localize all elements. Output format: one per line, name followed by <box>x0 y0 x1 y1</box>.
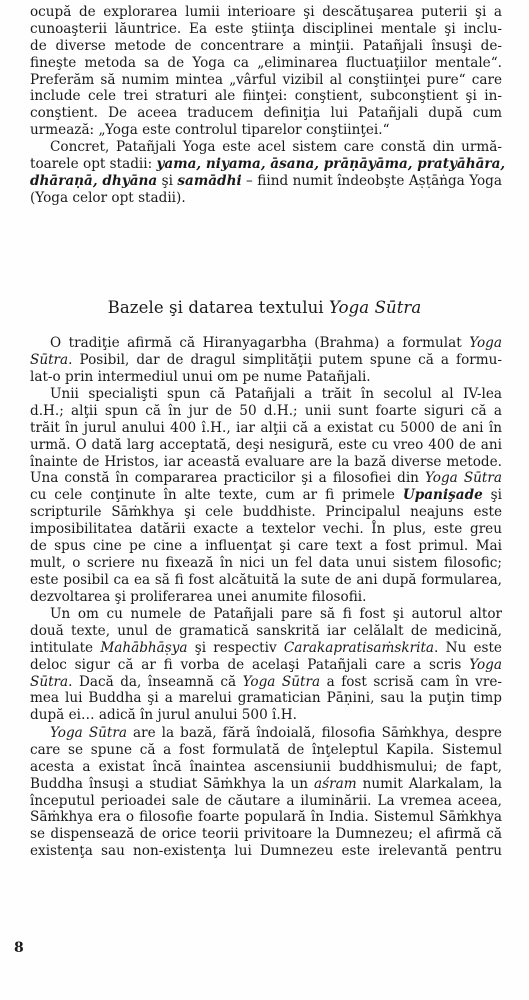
italic-run: Upanişade <box>402 487 483 504</box>
text-line: existenţa sau non-existenţa lui Dumnezeu este irelevantă pentru <box>30 843 502 860</box>
text-line: ocupă de explorarea lumii interioare şi descătuşarea puterii şi a <box>30 4 502 20</box>
text-run: O tradiţie afirmă că Hiranyagarbha (Brahma) a formulat <box>50 335 470 351</box>
text-line: dezvoltarea şi proliferarea unei anumite filosofii. <box>30 588 367 605</box>
text-run: – fiind numit îndeobşte Aṣṭāṅga Yoga <box>241 172 502 189</box>
paragraph-other-texts <box>30 606 502 724</box>
paragraph-eight-stages <box>30 139 506 207</box>
text-line <box>30 674 502 691</box>
text-run: intitulate <box>30 639 101 656</box>
stage-terms: samādhi <box>177 172 242 189</box>
italic-run: Mahābhāṣya <box>100 639 188 656</box>
section-heading <box>0 298 529 318</box>
italic-run: Yoga Sūtra <box>242 673 321 690</box>
text-line <box>30 155 506 173</box>
text-run: deloc sigur că ar fi vorba de acelaşi Patañjali care a scris <box>30 656 470 673</box>
text-line: d.H.; alţii spun că în jur de 50 d.H.; unii sunt foarte siguri că a <box>30 402 502 419</box>
text-run: cu cele conţinute în alte texte, cum ar fi primele <box>30 487 403 504</box>
text-line: de diverse metode de concentrare a minţii. Patañjali însuşi de- <box>30 37 502 54</box>
paragraph-intro <box>30 4 502 139</box>
text-line <box>30 487 502 504</box>
paragraph-tradition <box>30 335 502 386</box>
text-line: după ei… adică în jurul anului 500 î.H. <box>30 707 297 724</box>
text-line: Unii specialişti spun că Patañjali a trăit în secolul al IV-lea <box>50 386 502 402</box>
text-line <box>30 657 502 674</box>
stage-terms: yama, niyama, āsana, prāṇāyāma, pratyāhāra, <box>156 155 506 172</box>
italic-run: Sūtra <box>30 351 69 368</box>
heading-text: Bazele şi datarea textului <box>107 298 330 317</box>
italic-run: aśram <box>314 775 357 792</box>
text-line: se dispensează de orice teorii privitoare la Dumnezeu; el afirmă că <box>30 826 502 843</box>
text-line: include cele trei straturi ale fiinţei: conştient, subconştient şi in- <box>30 88 502 105</box>
text-line <box>30 335 502 352</box>
text-line: două texte, unul de gramatică sanskrită iar celălalt de medicină, <box>30 622 502 639</box>
text-line: imposibilitatea datării exacte a textelor vechi. În plus, este greu <box>30 521 502 538</box>
text-line: Concret, Patañjali Yoga este acel sistem care constă din urmă- <box>50 139 502 155</box>
paragraph-dating <box>30 386 502 606</box>
text-line: mea lui Buddha şi a marelui gramatician Pāṇini, sau la puţin timp <box>30 690 502 707</box>
text-line: cunoaşterii lăuntrice. Ea este ştiinţa disciplinei mentale şi inclu- <box>30 20 502 37</box>
text-line: mult, o scriere nu fixează în nici un fel data unui sistem filosofic; <box>30 554 502 571</box>
text-line: fineşte metoda sa de Yoga ca „eliminarea fluctuaţiilor mentale“. <box>30 54 502 71</box>
text-line <box>30 470 502 487</box>
italic-run: Yoga <box>469 335 502 351</box>
text-line: Un om cu numele de Patañjali pare să fi fost şi autorul altor <box>50 606 502 622</box>
text-line <box>30 640 502 657</box>
text-line: care se spune că a fost formulată de înţeleptul Kapila. Sistemul <box>30 741 502 758</box>
text-line: trăit în jurul anului 400 î.H., iar alţii că a existat cu 5000 de ani în <box>30 419 502 436</box>
italic-run: Yoga Sūtra <box>50 725 127 741</box>
text-run: a fost scrisă cam în vre- <box>320 673 502 690</box>
text-line <box>30 173 502 190</box>
heading-italic-text: Yoga Sūtra <box>329 298 422 317</box>
text-run: are la bază, fără îndoială, filosofia Sāṁkhya, despre <box>126 725 502 741</box>
italic-run: Sūtra <box>30 673 69 690</box>
text-line: scripturile Sāṁkhya şi cele buddhiste. Principalul neajuns este <box>30 504 502 521</box>
italic-run: Carakapratisaṁskrita <box>283 639 435 656</box>
text-line: urmează: „Yoga este controlul tiparelor conştiinţei.“ <box>30 122 390 139</box>
text-run: numit Alarkalam, la <box>356 775 502 792</box>
text-line <box>30 776 502 793</box>
italic-run: Yoga Sūtra <box>425 470 502 487</box>
text-line: urmă. O dată larg acceptată, deşi nesigură, este cu vreo 400 de ani <box>30 436 502 453</box>
italic-run: Yoga <box>469 656 502 673</box>
text-run: şi respectiv <box>187 639 284 656</box>
text-line <box>30 352 502 369</box>
text-run: . Nu este <box>434 639 502 656</box>
page-number: 8 <box>14 940 24 956</box>
text-line: de spus cine pe cine a influenţat şi care text a fost primul. Mai <box>30 538 502 555</box>
paragraph-samkhya <box>30 725 502 860</box>
text-line: (Yoga celor opt stadii). <box>30 189 186 206</box>
text-run: şi <box>482 487 502 504</box>
text-run: şi <box>157 172 178 189</box>
text-line: Sāṁkhya era o filosofie foarte populară în India. Sistemul Sāṁkhya <box>30 809 502 826</box>
text-run: Buddha însuşi a studiat Sāṁkhya la un <box>30 775 315 792</box>
text-line: conştient. De aceea traducem definiţia lui Patañjali după cum <box>30 105 502 122</box>
stage-terms: dhāraṇā, dhyāna <box>30 172 158 189</box>
text-run: toarele opt stadii: <box>30 155 157 172</box>
text-line: este posibil ca ea să fi fost alcătuită la sute de ani după formularea, <box>30 571 502 588</box>
text-line: acesta a existat încă înaintea ascensiunii buddhismului; de fapt, <box>30 758 502 775</box>
text-run: . Dacă da, înseamnă că <box>68 673 243 690</box>
text-line: înainte de Hristos, iar această evaluare are la bază diverse metode. <box>30 453 502 470</box>
text-run: Una constă în compararea practicilor şi a filosofiei din <box>30 470 425 487</box>
text-line: începutul perioadei sale de căutare a iluminării. La vremea aceea, <box>30 792 502 809</box>
text-line <box>30 725 502 742</box>
text-line: lat-o prin intermediul unui om pe nume Patañjali. <box>30 368 371 385</box>
text-run: . Posibil, dar de dragul simplităţii putem spune că a formu- <box>68 351 502 368</box>
text-line: Preferăm să numim mintea „vârful vizibil al conştiinţei pure“ care <box>30 71 502 88</box>
